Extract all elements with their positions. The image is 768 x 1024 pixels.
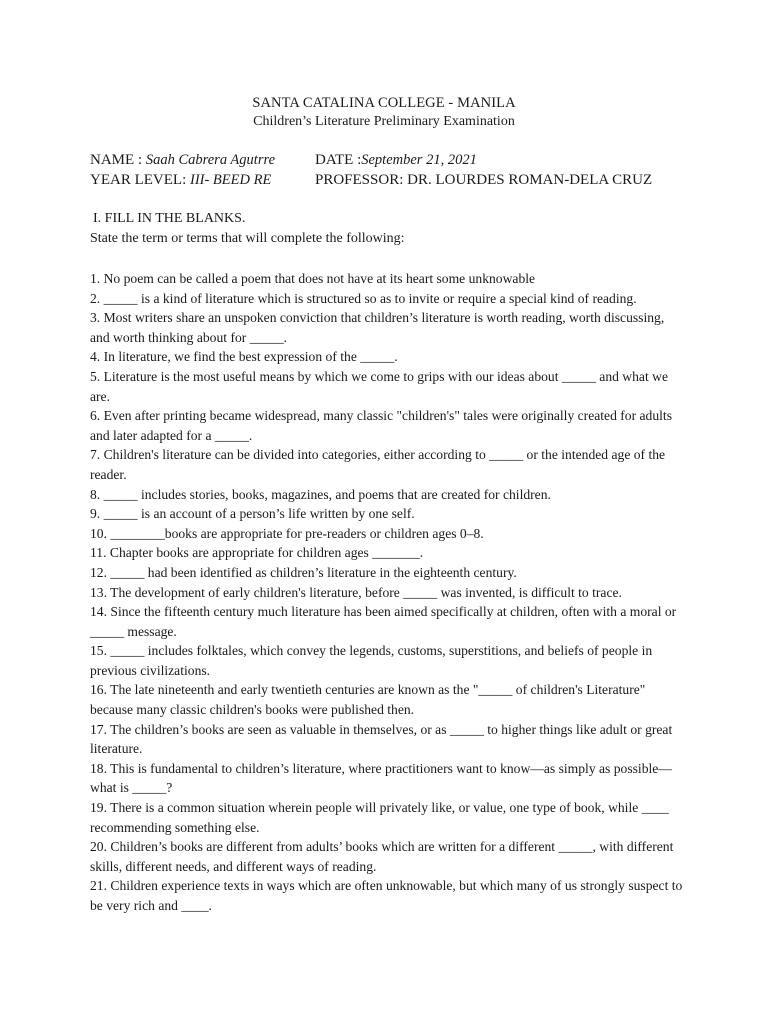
exam-date — [315, 152, 477, 169]
question-item: 17. The children’s books are seen as valuable in themselves, or as _____ to higher things like adult or great literature. — [90, 721, 673, 757]
year-value: III- BEED RE — [189, 172, 272, 188]
question-item: 16. The late nineteenth and early twentieth centuries are known as the "_____ of children's Literature" because many classic children's books were published then. — [90, 682, 646, 718]
professor-label: PROFESSOR: — [315, 172, 408, 188]
name-label: NAME : — [90, 152, 146, 168]
professor-value: DR. LOURDES ROMAN-DELA CRUZ — [407, 172, 653, 188]
question-item: 18. This is fundamental to children’s literature, where practitioners want to know—as simply as possible—what is _____? — [90, 760, 672, 796]
name-value: Saah Cabrera Agutrre — [145, 152, 276, 168]
question-item: 8. _____ includes stories, books, magazines, and poems that are created for children. — [90, 486, 551, 502]
question-list — [90, 269, 685, 916]
question-item: 2. _____ is a kind of literature which is structured so as to invite or require a special kind of reading. — [90, 290, 637, 306]
question-item: 3. Most writers share an unspoken conviction that children’s literature is worth reading, worth discussing, and worth thinking about for _____. — [90, 310, 665, 345]
question-item: 12. _____ had been identified as children’s literature in the eighteenth century. — [90, 564, 517, 580]
question-item: 4. In literature, we find the best expression of the _____. — [90, 349, 398, 365]
question-item: 13. The development of early children's literature, before _____ was invented, is difficult to trace. — [90, 584, 622, 600]
school-name: SANTA CATALINA COLLEGE - MANILA — [252, 95, 516, 111]
question-item: 6. Even after printing became widespread, many classic "children's" tales were originally created for adults and later adapted for a _____. — [90, 408, 672, 443]
section-title: I. FILL IN THE BLANKS. — [93, 211, 246, 226]
question-item: 15. _____ includes folktales, which convey the legends, customs, superstitions, and beliefs of people in previous civilizations. — [90, 643, 653, 678]
student-name — [90, 152, 275, 169]
section-instruction: State the term or terms that will complete the following: — [90, 231, 405, 246]
question-item: 14. Since the fifteenth century much literature has been aimed specifically at children, often with a moral or _____ message. — [90, 604, 677, 639]
question-item: 9. _____ is an account of a person’s life written by one self. — [90, 506, 415, 522]
year-level — [90, 172, 271, 189]
question-item: 20. Children’s books are different from adults’ books which are written for a different _____, with different skills, different needs, and different ways of reading. — [90, 839, 674, 874]
question-item: 5. Literature is the most useful means by which we come to grips with our ideas about _____ and what we are. — [90, 368, 668, 404]
question-item: 21. Children experience texts in ways which are often unknowable, but which many of us strongly suspect to be very rich and ____. — [90, 878, 683, 913]
question-item: 11. Chapter books are appropriate for children ages _______. — [90, 545, 424, 561]
professor — [315, 172, 652, 189]
exam-title: Children’s Literature Preliminary Examination — [253, 114, 515, 129]
question-item: 19. There is a common situation wherein people will privately like, or value, one type of book, while ____ recommending something else. — [90, 800, 669, 835]
question-item: 7. Children's literature can be divided into categories, either according to _____ or the intended age of the reader. — [90, 447, 666, 482]
date-label: DATE : — [315, 152, 362, 168]
question-item: 1. No poem can be called a poem that does not have at its heart some unknowable — [90, 271, 536, 286]
question-item: 10. ________books are appropriate for pre-readers or children ages 0–8. — [90, 525, 484, 541]
year-label: YEAR LEVEL: — [90, 172, 190, 188]
date-value: September 21, 2021 — [361, 152, 477, 168]
